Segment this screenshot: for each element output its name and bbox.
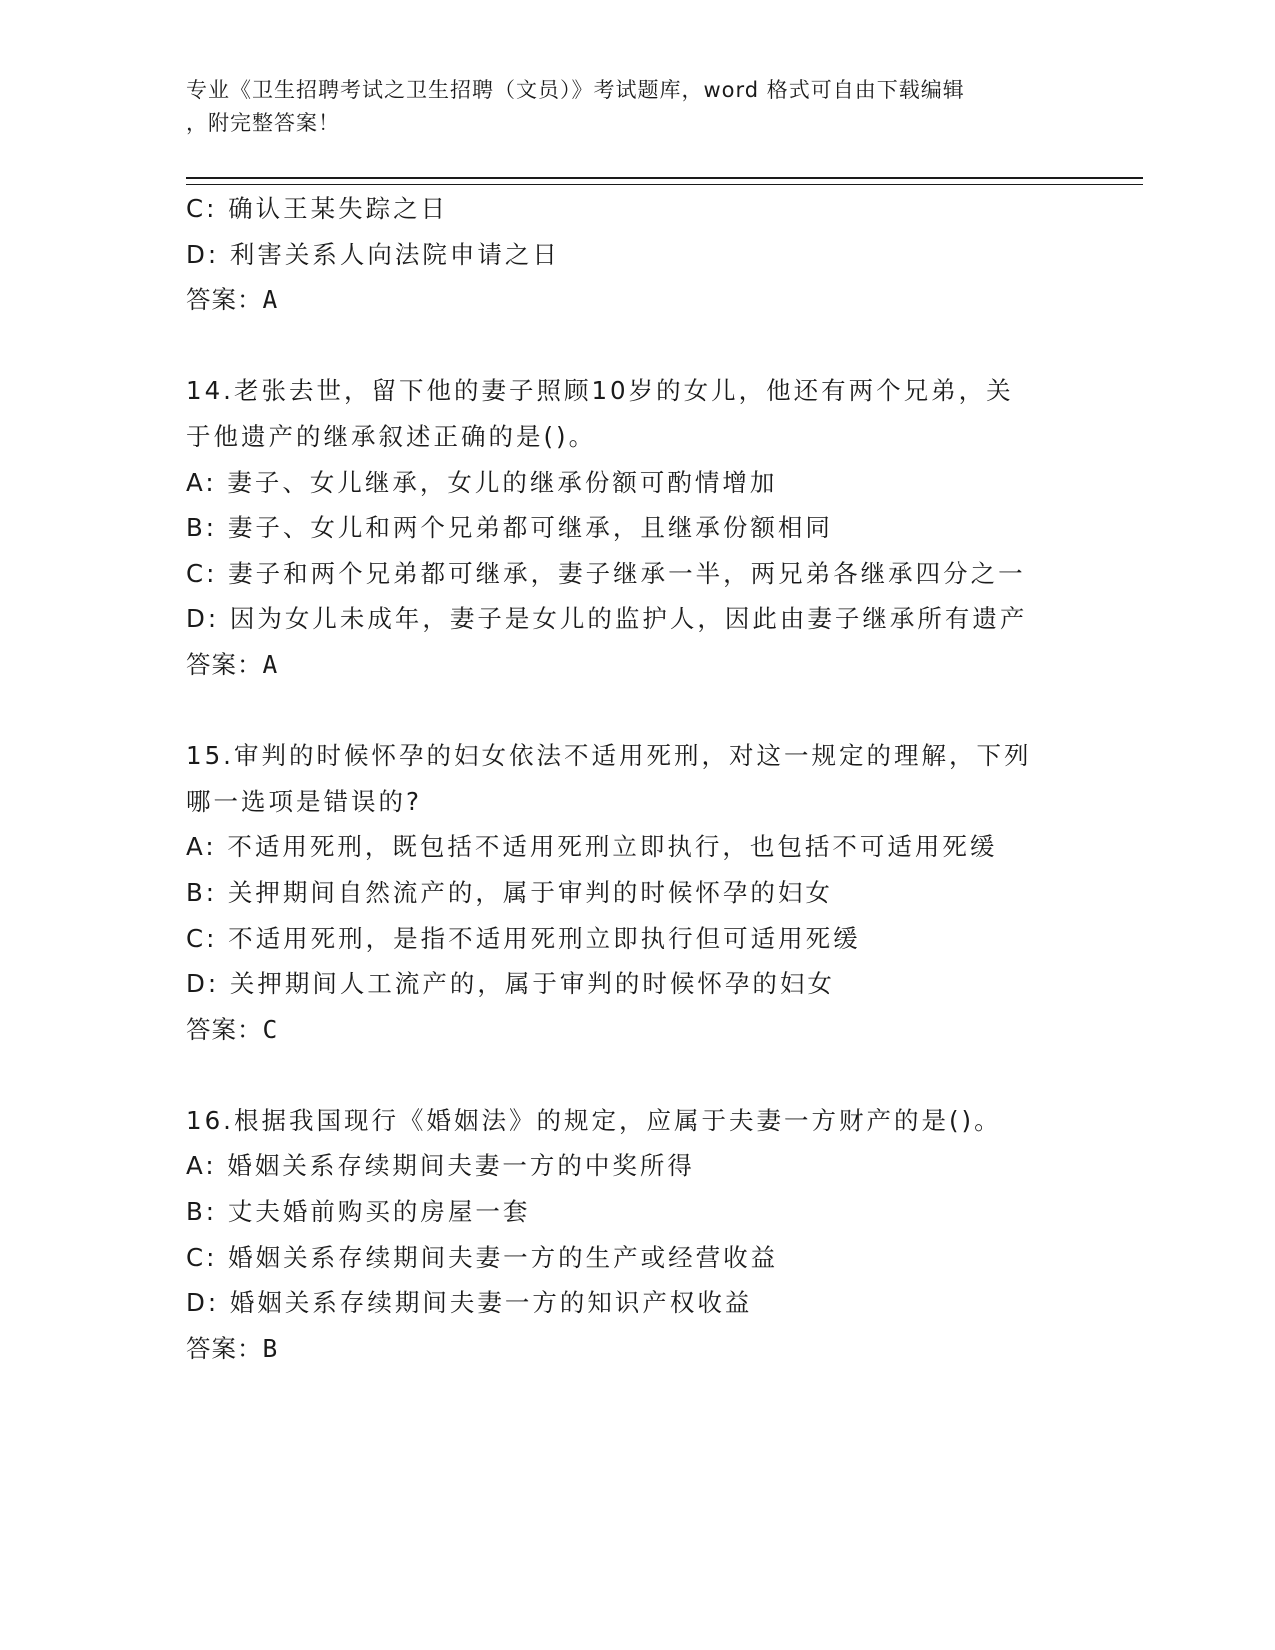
answer-value: A: [262, 285, 278, 315]
header-divider-thin: [186, 184, 1143, 185]
option-b: B: 关押期间自然流产的，属于审判的时候怀孕的妇女: [186, 877, 833, 907]
option-a: A: 不适用死刑，既包括不适用死刑立即执行，也包括不可适用死缓: [186, 832, 998, 862]
question-13-continuation: [186, 186, 1086, 323]
option-a: A: 妻子、女儿继承，女儿的继承份额可酌情增加: [186, 467, 778, 497]
option-d: D: 利害关系人向法院申请之日: [186, 239, 560, 269]
question-stem-line: 15.审判的时候怀孕的妇女依法不适用死刑，对这一规定的理解，下列: [186, 741, 1032, 771]
question-stem-line: 于他遗产的继承叙述正确的是()。: [186, 421, 597, 451]
option-d: D: 婚姻关系存续期间夫妻一方的知识产权收益: [186, 1288, 753, 1318]
option-d: D: 因为女儿未成年，妻子是女儿的监护人，因此由妻子继承所有遗产: [186, 604, 1028, 634]
option-c: C: 妻子和两个兄弟都可继承，妻子继承一半，两兄弟各继承四分之一: [186, 558, 1026, 588]
option-b: B: 妻子、女儿和两个兄弟都可继承，且继承份额相同: [186, 513, 833, 543]
option-c: C: 确认王某失踪之日: [186, 194, 449, 223]
option-c: C: 不适用死刑，是指不适用死刑立即执行但可适用死缓: [186, 923, 861, 953]
answer-line: [186, 1326, 1086, 1372]
question-14: [186, 368, 1086, 687]
question-15: [186, 733, 1086, 1052]
answer-line: [186, 642, 1086, 688]
spacer: [186, 323, 1086, 369]
document-header: 专业《卫生招聘考试之卫生招聘（文员）》考试题库，word 格式可自由下载编辑 ，附完整答案！: [186, 78, 965, 135]
option-c: C: 婚姻关系存续期间夫妻一方的生产或经营收益: [186, 1242, 779, 1272]
header-divider-thick: [186, 177, 1143, 179]
question-16: [186, 1098, 1086, 1372]
spacer: [186, 1052, 1086, 1098]
answer-label: 答案：: [186, 649, 263, 679]
option-d: D: 关押期间人工流产的，属于审判的时候怀孕的妇女: [186, 969, 835, 999]
spacer: [186, 688, 1086, 734]
question-stem-line: 哪一选项是错误的?: [186, 786, 423, 816]
answer-label: 答案：: [186, 1014, 263, 1044]
option-b: B: 丈夫婚前购买的房屋一套: [186, 1197, 531, 1227]
answer-label: 答案：: [186, 1333, 263, 1363]
answer-value: C: [262, 1014, 278, 1044]
answer-value: B: [262, 1333, 278, 1363]
option-a: A: 婚姻关系存续期间夫妻一方的中奖所得: [186, 1151, 695, 1181]
question-list: [186, 186, 1086, 1371]
answer-label: 答案：: [186, 285, 263, 315]
question-stem-line: 16.根据我国现行《婚姻法》的规定，应属于夫妻一方财产的是()。: [186, 1105, 1002, 1135]
answer-line: [186, 1007, 1086, 1053]
answer-line: [186, 277, 1086, 323]
answer-value: A: [262, 649, 278, 679]
question-stem-line: 14.老张去世，留下他的妻子照顾10岁的女儿，他还有两个兄弟，关: [186, 376, 1014, 406]
